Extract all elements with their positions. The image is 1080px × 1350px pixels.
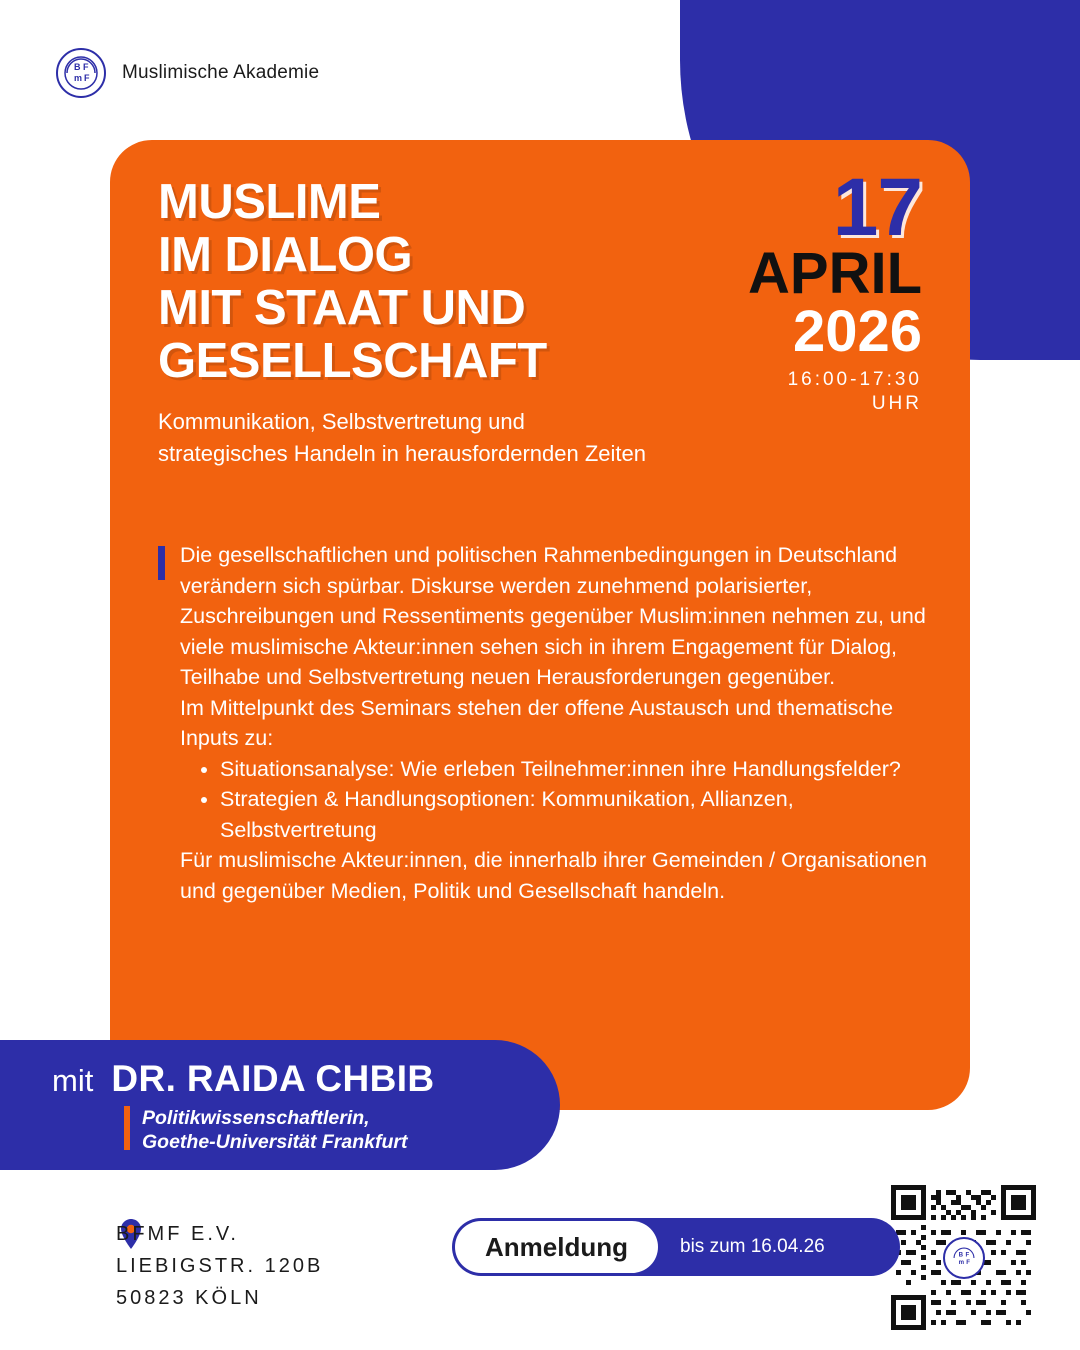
event-time: 16:00-17:30 <box>787 369 922 391</box>
qr-code[interactable] <box>891 1185 1036 1330</box>
speaker-row <box>52 1058 435 1100</box>
svg-text:F: F <box>83 62 89 72</box>
description-paragraph: Die gesellschaftlichen und politischen Rahmenbedingungen in Deutschland verändern sich spürbar. Diskurse werden zunehmend polarisierter, Zuschreibungen und Ressentiments gegenüber Muslim:innen nehmen zu, und viele muslimische Akteur:innen sehen sich in ihrem Engagement für Dialog, Teilhabe und Selbstvertretung neuen Herausforderungen gegenüber. <box>180 543 926 690</box>
speaker-bar <box>0 1040 560 1170</box>
registration-cta[interactable] <box>452 1218 900 1276</box>
event-date-month: APRIL <box>748 241 922 307</box>
brand-name: Muslimische Akademie <box>122 62 320 83</box>
title-block <box>158 176 678 469</box>
speaker-name: DR. RAIDA CHBIB <box>111 1058 435 1099</box>
svg-text:m: m <box>74 73 83 83</box>
event-card <box>110 140 970 1110</box>
speaker-role-line: Politikwissenschaftlerin, <box>142 1107 370 1129</box>
description-text <box>158 540 933 754</box>
description-closing <box>158 845 933 906</box>
bfmf-logo-icon <box>56 48 106 98</box>
address-line: LIEBIGSTR. 120B <box>116 1255 324 1277</box>
speaker-accent-bar <box>124 1106 130 1150</box>
list-item: • Strategien & Handlungsoptionen: Kommunikation, Allianzen, Selbstvertretung <box>220 784 933 845</box>
brand-header <box>56 48 319 98</box>
anmeldung-button[interactable]: Anmeldung <box>455 1221 658 1273</box>
event-date-block <box>662 162 922 415</box>
svg-text:B: B <box>74 62 81 72</box>
title-line: GESELLSCHAFT <box>158 333 547 388</box>
speaker-role <box>142 1106 407 1155</box>
event-description <box>158 540 933 906</box>
description-bullet-list <box>158 754 933 846</box>
event-date-year: 2026 <box>792 299 922 365</box>
speaker-role-wrap <box>124 1106 407 1155</box>
speaker-prefix: mit <box>52 1063 94 1098</box>
quote-accent-bar <box>158 546 165 580</box>
address-line: BFMF E.V. <box>116 1223 239 1245</box>
event-title <box>158 176 678 388</box>
venue-address <box>116 1218 323 1314</box>
event-time-unit: UHR <box>871 393 922 415</box>
svg-text:B: B <box>958 1250 963 1258</box>
list-item: • Situationsanalyse: Wie erleben Teilnehmer:innen ihre Handlungsfelder? <box>220 754 933 785</box>
description-paragraph: Für muslimische Akteur:innen, die innerhalb ihrer Gemeinden / Organisationen und gegenüber Medien, Politik und Gesellschaft handeln. <box>180 848 927 903</box>
qr-logo-icon <box>943 1237 985 1279</box>
svg-text:m: m <box>958 1258 964 1266</box>
svg-text:F: F <box>965 1250 969 1258</box>
svg-text:F: F <box>965 1258 970 1266</box>
address-line: 50823 KÖLN <box>116 1287 262 1309</box>
title-line: MUSLIME <box>158 175 381 229</box>
svg-text:F: F <box>84 73 90 83</box>
speaker-role-line: Goethe-Universität Frankfurt <box>142 1131 408 1154</box>
description-paragraph: Im Mittelpunkt des Seminars stehen der offene Austausch und thematische Inputs zu: <box>180 695 894 751</box>
event-date-day: 17 <box>832 162 922 253</box>
registration-deadline: bis zum 16.04.26 <box>680 1236 825 1257</box>
title-line: MIT STAAT UND <box>158 280 526 335</box>
subtitle-line: strategisches Handeln in herausfordernden Zeiten <box>158 440 646 466</box>
subtitle-line: Kommunikation, Selbstvertretung und <box>158 408 525 434</box>
title-line: IM DIALOG <box>158 227 413 282</box>
